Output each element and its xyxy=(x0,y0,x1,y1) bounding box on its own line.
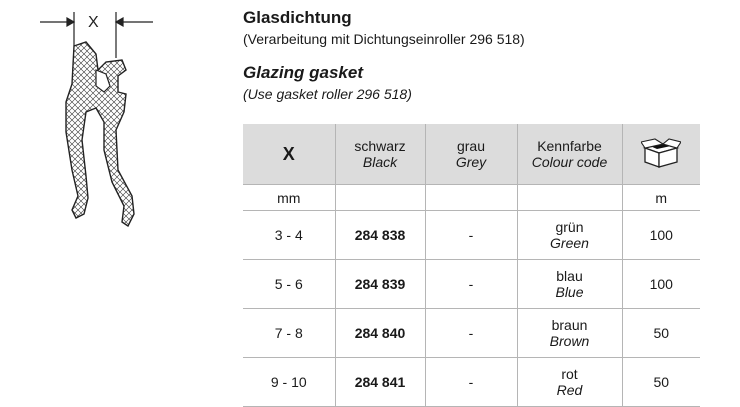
unit-black xyxy=(335,185,425,211)
cell-x: 3 - 4 xyxy=(243,211,335,260)
table-row xyxy=(243,260,700,309)
header-colour-en: Colour code xyxy=(531,154,608,170)
cell-black-code: 284 839 xyxy=(335,260,425,309)
cell-grey-code: - xyxy=(425,211,517,260)
header-black-en: Black xyxy=(362,154,398,170)
cell-x: 9 - 10 xyxy=(243,358,335,407)
subtitle-german: (Verarbeitung mit Dichtungseinroller 296 518) xyxy=(243,31,525,47)
title-english: Glazing gasket xyxy=(243,63,363,82)
colour-en: Brown xyxy=(549,333,590,349)
cell-colour xyxy=(517,211,622,260)
header-grey xyxy=(425,124,517,185)
header-x: X xyxy=(243,124,335,185)
table-row xyxy=(243,358,700,407)
table-row xyxy=(243,309,700,358)
product-table xyxy=(243,124,700,407)
table-header-row xyxy=(243,124,700,185)
unit-grey xyxy=(425,185,517,211)
units-row xyxy=(243,185,700,211)
header-black-de: schwarz xyxy=(354,138,406,154)
header-black xyxy=(335,124,425,185)
unit-x: mm xyxy=(243,185,335,211)
unit-colour xyxy=(517,185,622,211)
cell-x: 7 - 8 xyxy=(243,309,335,358)
header-grey-en: Grey xyxy=(455,154,487,170)
title-german: Glasdichtung xyxy=(243,8,352,27)
cell-package: 100 xyxy=(622,260,700,309)
header-grey-de: grau xyxy=(456,138,486,154)
cell-package: 50 xyxy=(622,309,700,358)
gasket-profile xyxy=(66,42,134,226)
colour-de: grün xyxy=(555,219,584,235)
cell-grey-code: - xyxy=(425,358,517,407)
colour-en: Green xyxy=(550,235,589,251)
colour-de: rot xyxy=(561,366,578,382)
cell-package: 50 xyxy=(622,358,700,407)
header-package xyxy=(622,124,700,185)
cell-black-code: 284 838 xyxy=(335,211,425,260)
colour-en: Red xyxy=(556,382,583,398)
cell-package: 100 xyxy=(622,211,700,260)
dimension-label: X xyxy=(88,14,99,31)
table-row xyxy=(243,211,700,260)
header-colour-de: Kennfarbe xyxy=(537,138,602,154)
subtitle-english: (Use gasket roller 296 518) xyxy=(243,86,412,102)
cell-grey-code: - xyxy=(425,309,517,358)
cell-grey-code: - xyxy=(425,260,517,309)
box-icon xyxy=(641,136,681,170)
colour-de: braun xyxy=(551,317,588,333)
cell-colour xyxy=(517,358,622,407)
unit-package: m xyxy=(622,185,700,211)
cell-colour xyxy=(517,260,622,309)
cell-black-code: 284 841 xyxy=(335,358,425,407)
gasket-profile-drawing xyxy=(0,0,240,406)
header-colour xyxy=(517,124,622,185)
colour-de: blau xyxy=(556,268,583,284)
cell-colour xyxy=(517,309,622,358)
cell-black-code: 284 840 xyxy=(335,309,425,358)
colour-en: Blue xyxy=(555,284,584,300)
cell-x: 5 - 6 xyxy=(243,260,335,309)
